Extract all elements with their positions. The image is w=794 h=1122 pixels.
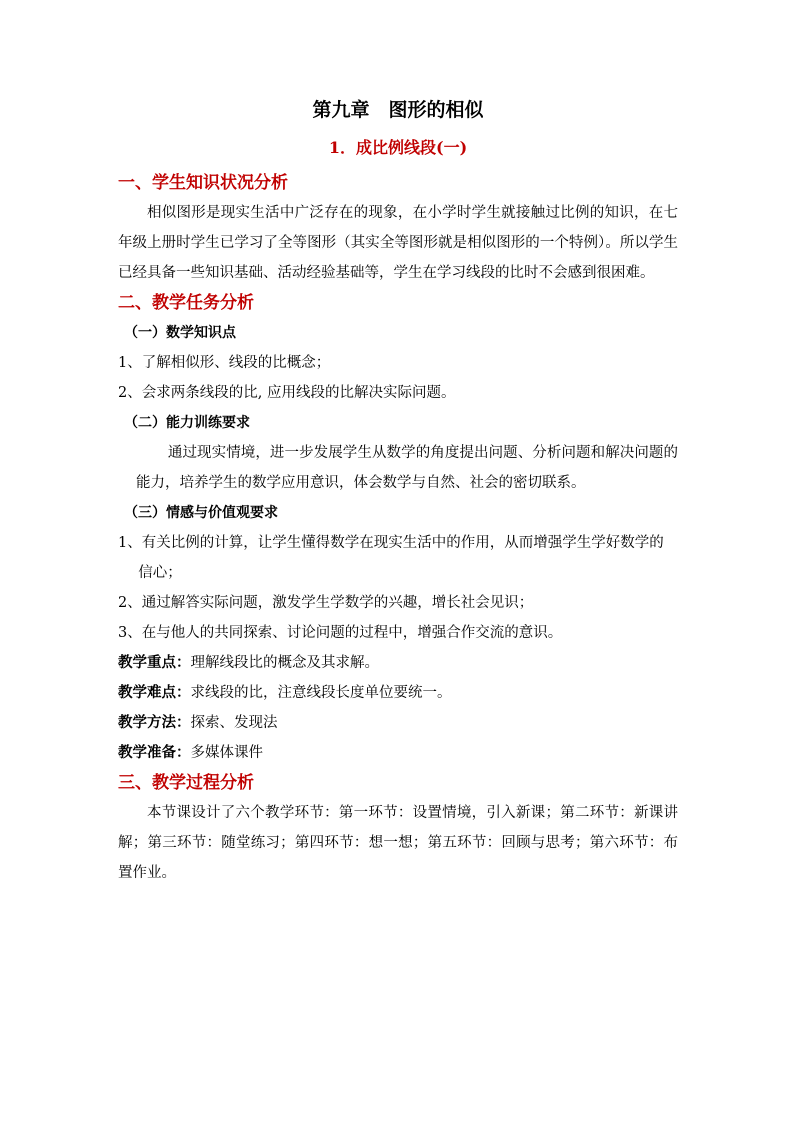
difficulty-text: 求线段的比，注意线段长度单位要统一。 xyxy=(190,685,452,701)
ability-paragraph: 通过现实情境，进一步发展学生从数学的角度提出问题、分析问题和解决问题的能力，培养学生的数学应用意识，体会数学与自然、社会的密切联系。 xyxy=(136,445,678,491)
student-analysis-paragraph: 相似图形是现实生活中广泛存在的现象，在小学时学生就接触过比例的知识，在七年级上册时学生已学习了全等图形（其实全等图形就是相似图形的一个特例）。所以学生已经具备一些知识基础、活动经验基础等，学生在学习线段的比时不会感到很困难。 xyxy=(118,205,678,281)
lesson-title: 1．成比例线段(一) xyxy=(328,138,468,157)
difficulty-label: 教学难点： xyxy=(118,684,191,701)
section-heading-student-analysis: 一、学生知识状况分析 xyxy=(118,173,288,193)
preparation-text: 多媒体课件 xyxy=(190,745,263,761)
teaching-method xyxy=(118,708,678,738)
section-heading-process-analysis: 三、教学过程分析 xyxy=(118,773,254,793)
subheading-knowledge-points: （一）数学知识点 xyxy=(124,325,236,341)
knowledge-item-2: 2、会求两条线段的比, 应用线段的比解决实际问题。 xyxy=(118,385,456,401)
teaching-preparation xyxy=(118,738,678,768)
document-page xyxy=(118,96,678,888)
section-heading-task-analysis: 二、教学任务分析 xyxy=(118,293,254,313)
method-text: 探索、发现法 xyxy=(190,715,278,731)
subheading-emotion-values: （三）情感与价值观要求 xyxy=(124,505,278,521)
key-point-label: 教学重点： xyxy=(118,654,191,671)
emotion-item-1: 1、有关比例的计算，让学生懂得数学在现实生活中的作用，从而增强学生学好数学的信心； xyxy=(118,535,664,581)
preparation-label: 教学准备： xyxy=(118,744,191,761)
knowledge-item-1: 1、了解相似形、线段的比概念； xyxy=(118,355,331,371)
emotion-item-3: 3、在与他人的共同探索、讨论问题的过程中，增强合作交流的意识。 xyxy=(118,625,563,641)
chapter-title: 第九章 图形的相似 xyxy=(312,99,484,121)
teaching-difficulty xyxy=(118,678,678,708)
method-label: 教学方法： xyxy=(118,714,191,731)
subheading-ability-requirements: （二）能力训练要求 xyxy=(124,415,250,431)
teaching-key-point xyxy=(118,648,678,678)
key-point-text: 理解线段比的概念及其求解。 xyxy=(190,655,379,671)
emotion-item-2: 2、通过解答实际问题，激发学生学数学的兴趣，增长社会见识； xyxy=(118,595,534,611)
process-analysis-paragraph: 本节课设计了六个教学环节：第一环节：设置情境，引入新课；第二环节：新课讲解；第三环节：随堂练习；第四环节：想一想；第五环节：回顾与思考；第六环节：布置作业。 xyxy=(118,805,678,881)
